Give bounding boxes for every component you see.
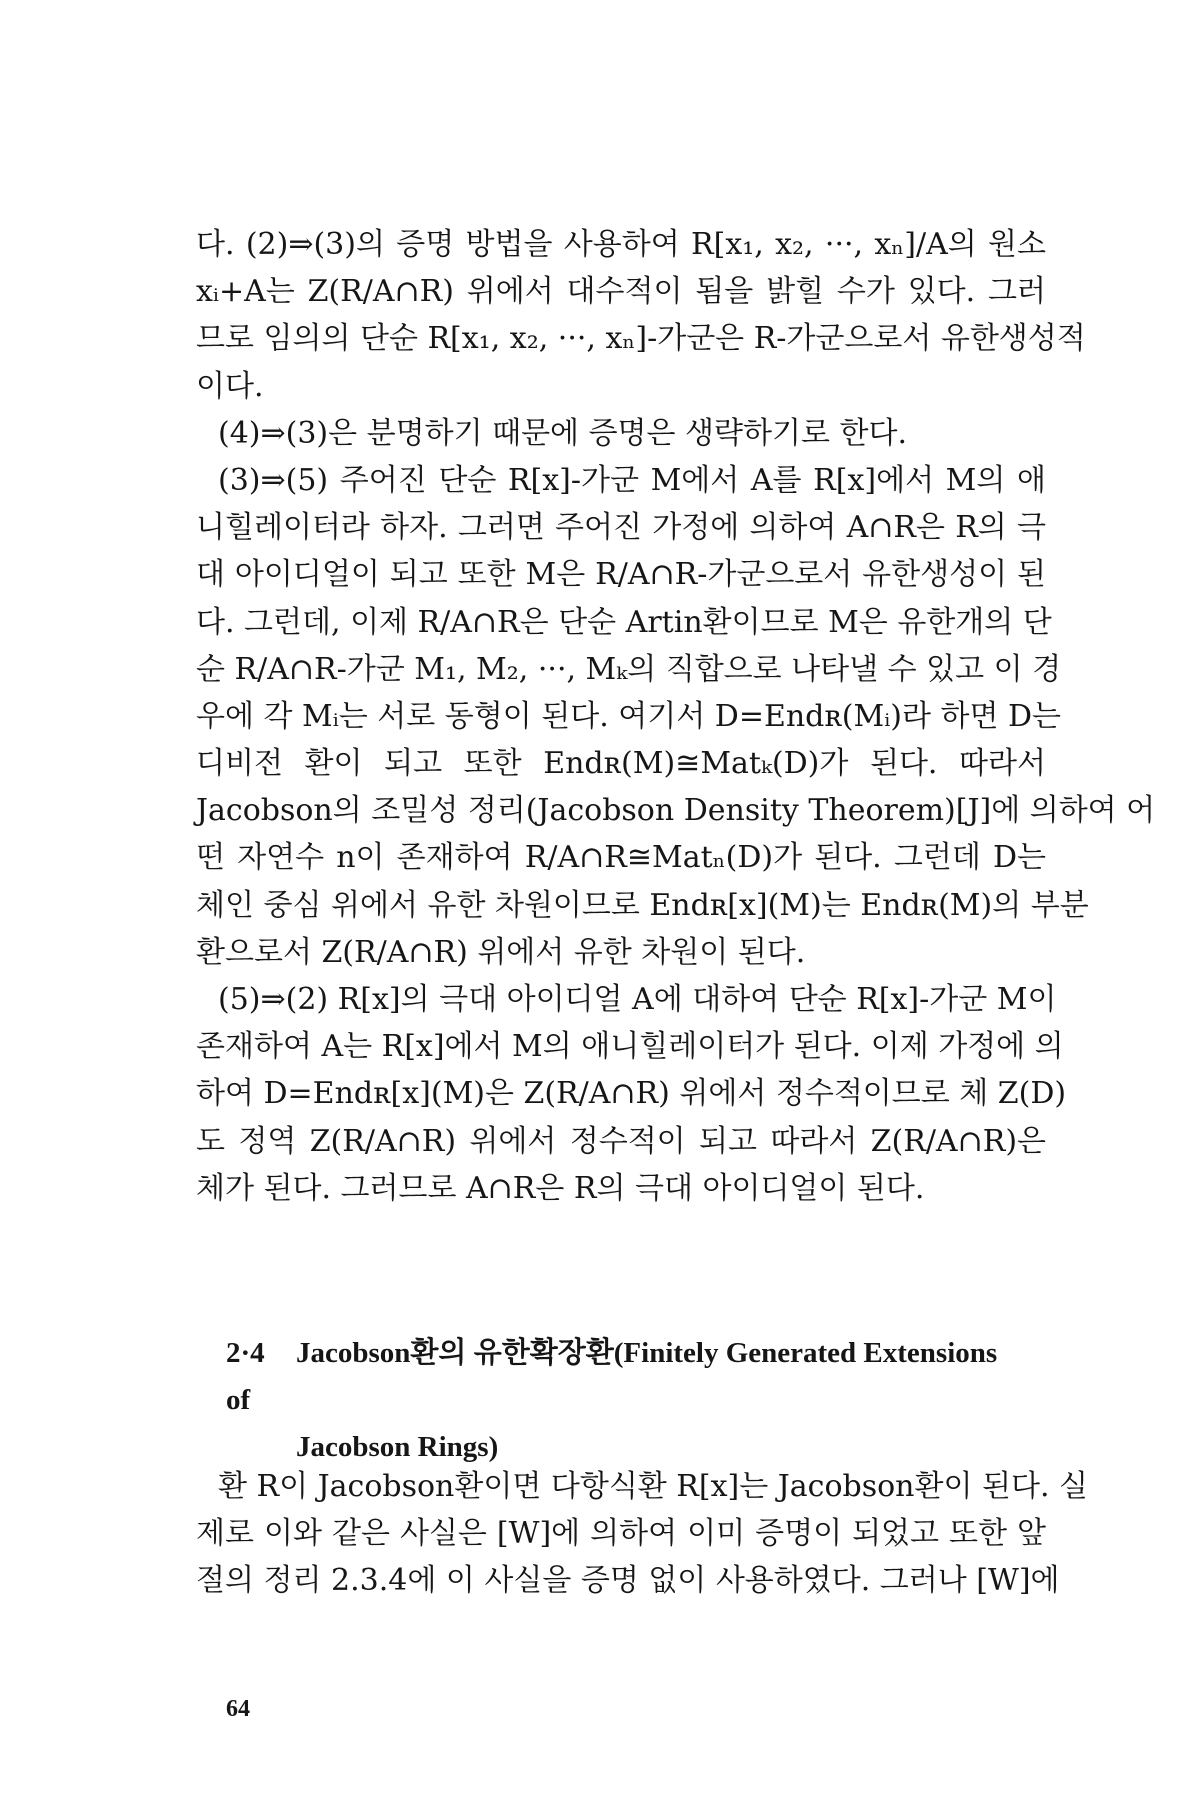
section-title-line-2: Jacobson Rings) — [296, 1431, 499, 1463]
text-line: 떤 자연수 n이 존재하여 R/A∩R≅Matₙ(D)가 된다. 그런데 D는 — [196, 840, 1046, 876]
section-number: 2·4 — [226, 1337, 265, 1369]
text-line: (4)⇒(3)은 분명하기 때문에 증명은 생략하기로 한다. — [218, 415, 907, 451]
text-line: 다. (2)⇒(3)의 증명 방법을 사용하여 R[x₁, x₂, ···, xₙ]/A의 원소 — [196, 227, 1046, 262]
text-line: 절의 정리 2.3.4에 이 사실을 증명 없이 사용하였다. 그러나 [W]에 — [196, 1563, 1060, 1599]
section-title-line-1: Jacobson환의 유한확장환(Finitely Generated Extensions of — [226, 1337, 998, 1416]
page-number: 64 — [226, 1696, 250, 1722]
text-line: 체인 중심 위에서 유한 차원이므로 Endʀ[x](M)는 Endʀ(M)의 부분 — [196, 887, 1089, 923]
text-line: 환 R이 Jacobson환이면 다항식환 R[x]는 Jacobson환이 된다. 실 — [218, 1469, 1089, 1504]
text-line: (5)⇒(2) R[x]의 극대 아이디얼 A에 대하여 단순 R[x]-가군 M이 — [218, 982, 1057, 1017]
text-line: 므로 임의의 단순 R[x₁, x₂, ···, xₙ]-가군은 R-가군으로서 유한생성적 — [196, 321, 1086, 357]
section-paragraph — [196, 1463, 1089, 1605]
text-line: 하여 D=Endʀ[x](M)은 Z(R/A∩R) 위에서 정수적이므로 체 Z(D) — [196, 1076, 1067, 1112]
proof-paragraphs — [196, 221, 1156, 1212]
text-line: 존재하여 A는 R[x]에서 M의 애니힐레이터가 된다. 이제 가정에 의 — [196, 1029, 1064, 1065]
text-line: 대 아이디얼이 되고 또한 M은 R/A∩R-가군으로서 유한생성이 된 — [196, 557, 1046, 593]
text-line: 디비전 환이 되고 또한 Endʀ(M)≅Matₖ(D)가 된다. 따라서 — [196, 746, 1046, 782]
text-line: 순 R/A∩R-가군 M₁, M₂, ···, Mₖ의 직합으로 나타낼 수 있고 이 경 — [196, 651, 1062, 687]
text-line: 이다. — [196, 368, 264, 404]
text-line: 우에 각 Mᵢ는 서로 동형이 된다. 여기서 D=Endʀ(Mᵢ)라 하면 D는 — [196, 698, 1062, 734]
text-line: 니힐레이터라 하자. 그러면 주어진 가정에 의하여 A∩R은 R의 극 — [196, 510, 1046, 546]
text-line: 제로 이와 같은 사실은 [W]에 의하여 이미 증명이 되었고 또한 앞 — [196, 1516, 1046, 1552]
text-line: xᵢ+A는 Z(R/A∩R) 위에서 대수적이 됨을 밝힐 수가 있다. 그러 — [196, 274, 1046, 310]
text-line: 다. 그런데, 이제 R/A∩R은 단순 Artin환이므로 M은 유한개의 단 — [196, 604, 1052, 640]
text-line: 체가 된다. 그러므로 A∩R은 R의 극대 아이디얼이 된다. — [196, 1170, 925, 1206]
text-line: (3)⇒(5) 주어진 단순 R[x]-가군 M에서 A를 R[x]에서 M의 애 — [218, 462, 1046, 498]
text-line: Jacobson의 조밀성 정리(Jacobson Density Theorem)[J]에 의하여 어 — [196, 793, 1156, 829]
text-line: 도 정역 Z(R/A∩R) 위에서 정수적이 되고 따라서 Z(R/A∩R)은 — [196, 1123, 1046, 1159]
text-line: 환으로서 Z(R/A∩R) 위에서 유한 차원이 된다. — [196, 934, 806, 970]
section-heading — [226, 1330, 1026, 1471]
